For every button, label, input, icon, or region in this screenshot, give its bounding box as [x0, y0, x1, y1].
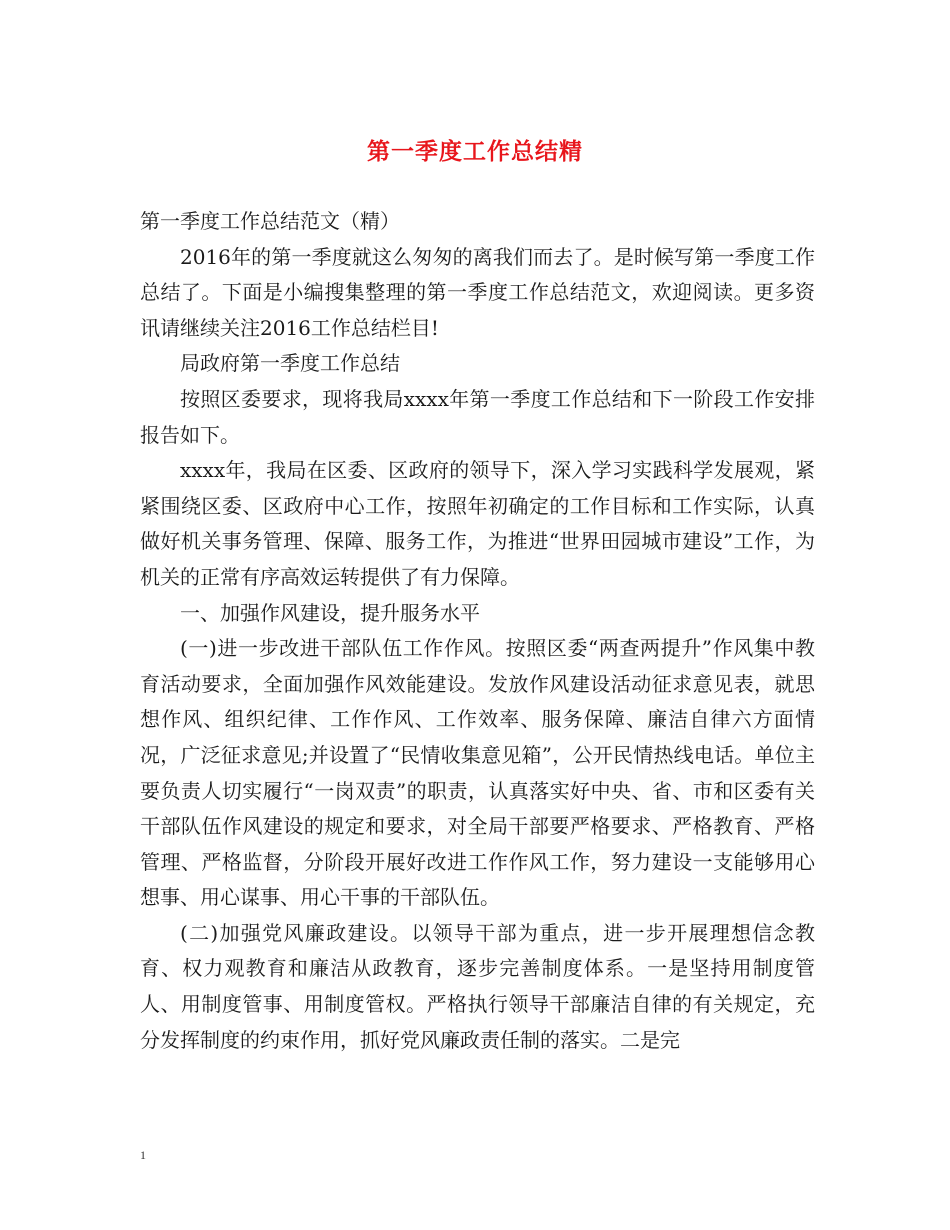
- paragraph-heading: 局政府第一季度工作总结: [180, 351, 400, 376]
- document-body: [140, 204, 815, 1058]
- paragraph: (二)加强党风廉政建设。以领导干部为重点，进一步开展理想信念教育、权力观教育和廉洁从政教育，逐步完善制度体系。一是坚持用制度管人、用制度管事、用制度管权。严格执行领导干部廉洁自律的有关规定，充分发挥制度的约束作用，抓好党风廉政责任制的落实。二是完: [140, 920, 815, 1052]
- document-title: 第一季度工作总结精: [367, 139, 583, 165]
- page-number: 1: [140, 1148, 146, 1162]
- paragraph: 2016年的第一季度就这么匆匆的离我们而去了。是时候写第一季度工作总结了。下面是小编搜集整理的第一季度工作总结范文，欢迎阅读。更多资讯请继续关注2016工作总结栏目!: [140, 244, 815, 340]
- paragraph: xxxx年，我局在区委、区政府的领导下，深入学习实践科学发展观，紧紧围绕区委、区政府中心工作，按照年初确定的工作目标和工作实际，认真做好机关事务管理、保障、服务工作，为推进“世界田园城市建设”工作，为机关的正常有序高效运转提供了有力保障。: [140, 458, 815, 589]
- paragraph: (一)进一步改进干部队伍工作作风。按照区委“两查两提升”作风集中教育活动要求，全面加强作风效能建设。发放作风建设活动征求意见表，就思想作风、组织纪律、工作作风、工作效率、服务保障、廉洁自律六方面情况，广泛征求意见;并设置了“民情收集意见箱”，公开民情热线电话。单位主要负责人切实履行“一岗双责”的职责，认真落实好中央、省、市和区委有关干部队伍作风建设的规定和要求，对全局干部要严格要求、严格教育、严格管理、严格监督，分阶段开展好改进工作作风工作，努力建设一支能够用心想事、用心谋事、用心干事的干部队伍。: [140, 636, 815, 910]
- paragraph-subtitle: 第一季度工作总结范文（精）: [140, 209, 400, 233]
- paragraph-section-heading: 一、加强作风建设，提升服务水平: [180, 600, 480, 625]
- paragraph: 按照区委要求，现将我局xxxx年第一季度工作总结和下一阶段工作安排报告如下。: [140, 386, 815, 447]
